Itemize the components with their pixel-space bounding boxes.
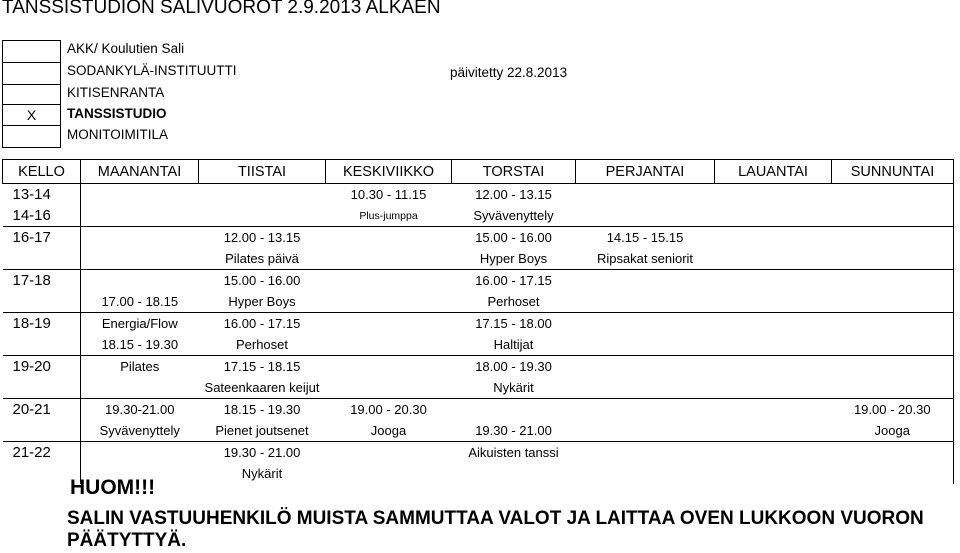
table-cell <box>199 184 326 206</box>
table-cell: Pilates <box>81 356 199 378</box>
schedule-header-row <box>3 160 954 184</box>
table-cell <box>326 463 452 484</box>
table-row <box>3 184 954 206</box>
table-cell <box>81 377 199 399</box>
page-title: TANSSISTUDION SALIVUOROT 2.9.2013 ALKAEN <box>2 0 441 18</box>
table-cell <box>715 356 832 378</box>
table-cell <box>576 377 715 399</box>
table-cell <box>326 248 452 270</box>
table-cell: Energia/Flow <box>81 313 199 335</box>
table-cell: Nykärit <box>241 466 283 481</box>
closing-notice: SALIN VASTUUHENKILÖ MUISTA SAMMUTTAA VALOT JA LAITTAA OVEN LUKKOON VUORON PÄÄTYTTYÄ. <box>67 508 924 551</box>
table-cell <box>81 442 199 464</box>
table-row <box>3 442 954 464</box>
table-cell: 15.00 - 16.00 <box>452 227 576 249</box>
table-cell <box>832 270 954 292</box>
schedule-table <box>2 159 954 484</box>
table-cell: 19.00 - 20.30 <box>326 399 452 421</box>
table-cell: 18.15 - 19.30 <box>199 399 326 421</box>
table-cell <box>576 356 715 378</box>
column-header: TORSTAI <box>452 160 576 184</box>
table-cell <box>576 420 715 442</box>
column-header: PERJANTAI <box>576 160 715 184</box>
table-cell <box>832 356 954 378</box>
time-slot <box>3 420 81 442</box>
table-cell <box>326 356 452 378</box>
time-slot: 19-20 <box>3 356 81 378</box>
location-label: MONITOIMITILA <box>67 127 169 142</box>
table-cell <box>715 442 832 464</box>
table-row <box>3 205 954 227</box>
table-cell <box>326 270 452 292</box>
table-cell <box>452 463 576 484</box>
table-cell <box>81 227 199 249</box>
time-slot: 18-19 <box>3 313 81 335</box>
table-cell <box>715 205 832 227</box>
column-header: SUNNUNTAI <box>832 160 954 184</box>
table-cell: Pilates päivä <box>225 251 299 266</box>
table-row <box>3 270 954 292</box>
table-cell <box>715 334 832 356</box>
table-row <box>3 227 954 249</box>
table-cell: Syvävenyttely <box>99 423 180 438</box>
table-cell <box>832 205 954 227</box>
time-slot <box>3 334 81 356</box>
attention-heading: HUOM!!! <box>70 476 156 499</box>
time-slot: 21-22 <box>3 442 81 464</box>
table-cell <box>832 248 954 270</box>
table-cell <box>715 227 832 249</box>
table-cell <box>81 270 199 292</box>
table-cell: 17.15 - 18.00 <box>452 313 576 335</box>
table-row <box>3 356 954 378</box>
column-header: TIISTAI <box>199 160 326 184</box>
table-cell: 12.00 - 13.15 <box>199 227 326 249</box>
table-cell <box>715 270 832 292</box>
table-cell: 14.15 - 15.15 <box>576 227 715 249</box>
table-cell: 12.00 - 13.15 <box>475 187 552 202</box>
table-cell: Nykärit <box>493 380 534 395</box>
table-cell <box>715 313 832 335</box>
table-cell <box>715 399 832 421</box>
time-slot <box>3 291 81 313</box>
table-row <box>3 248 954 270</box>
table-cell <box>576 399 715 421</box>
table-row <box>3 377 954 399</box>
table-cell <box>576 442 715 464</box>
table-cell: Pienet joutsenet <box>215 423 309 438</box>
time-slot: 17-18 <box>3 270 81 292</box>
table-cell <box>326 334 452 356</box>
table-cell <box>576 205 715 227</box>
column-header: KELLO <box>3 160 81 184</box>
table-cell <box>576 184 715 206</box>
table-cell: Syvävenyttely <box>473 208 554 223</box>
table-cell <box>326 291 452 313</box>
table-cell <box>715 184 832 206</box>
table-cell: Perhoset <box>235 337 289 352</box>
table-cell <box>326 313 452 335</box>
table-cell: 18.15 - 19.30 <box>101 337 179 352</box>
table-cell: 16.00 - 17.15 <box>199 313 326 335</box>
table-cell <box>326 442 452 464</box>
table-cell <box>576 291 715 313</box>
table-cell: 17.00 - 18.15 <box>101 294 179 309</box>
table-cell <box>576 270 715 292</box>
table-row <box>3 291 954 313</box>
table-cell: 19.30 - 21.00 <box>475 423 552 438</box>
location-label: AKK/ Koulutien Sali <box>67 41 185 56</box>
time-slot: 14-16 <box>3 205 81 227</box>
time-slot: 16-17 <box>3 227 81 249</box>
table-cell: Sateenkaaren keijut <box>204 380 320 395</box>
time-slot <box>3 248 81 270</box>
table-cell <box>576 463 715 484</box>
table-cell <box>326 227 452 249</box>
table-cell: 19.00 - 20.30 <box>832 399 954 421</box>
location-label: TANSSISTUDIO <box>67 106 167 121</box>
table-cell <box>832 184 954 206</box>
table-cell <box>326 377 452 399</box>
location-checkbox[interactable] <box>2 125 61 148</box>
table-cell <box>832 227 954 249</box>
table-cell <box>832 291 954 313</box>
table-row <box>3 313 954 335</box>
updated-date: päivitetty 22.8.2013 <box>450 65 568 80</box>
column-header: LAUANTAI <box>715 160 832 184</box>
table-cell <box>576 313 715 335</box>
table-cell: Jooga <box>832 420 954 442</box>
table-cell <box>81 248 199 270</box>
table-cell: Haltijat <box>493 337 534 352</box>
table-cell <box>715 291 832 313</box>
table-cell <box>832 442 954 464</box>
table-cell <box>576 334 715 356</box>
table-cell: 19.30 - 21.00 <box>199 442 326 464</box>
location-checkbox[interactable] <box>2 40 61 63</box>
table-cell <box>81 205 199 227</box>
table-cell <box>715 420 832 442</box>
time-slot <box>3 377 81 399</box>
table-cell: 19.30-21.00 <box>81 399 199 421</box>
table-cell: 15.00 - 16.00 <box>199 270 326 292</box>
table-row <box>3 420 954 442</box>
table-cell: Hyper Boys <box>228 294 296 309</box>
table-cell: 16.00 - 17.15 <box>452 270 576 292</box>
table-row <box>3 399 954 421</box>
column-header: MAANANTAI <box>81 160 199 184</box>
table-cell: Hyper Boys <box>479 251 548 266</box>
table-cell <box>715 248 832 270</box>
location-checkbox[interactable] <box>2 62 61 85</box>
table-cell: 17.15 - 18.15 <box>199 356 326 378</box>
table-cell <box>715 463 832 484</box>
table-cell <box>715 377 832 399</box>
table-cell: Perhoset <box>487 294 540 309</box>
table-cell <box>832 377 954 399</box>
table-cell <box>832 334 954 356</box>
table-cell: 18.00 - 19.30 <box>452 356 576 378</box>
table-cell: Jooga <box>370 423 407 438</box>
location-label: SODANKYLÄ-INSTITUUTTI <box>67 63 237 78</box>
location-checkbox[interactable]: X <box>2 104 61 127</box>
table-cell: Aikuisten tanssi <box>452 442 576 464</box>
table-cell: Plus-jumppa <box>359 209 418 222</box>
column-header: KESKIVIIKKO <box>326 160 452 184</box>
time-slot <box>3 463 81 484</box>
time-slot: 20-21 <box>3 399 81 421</box>
table-cell <box>199 205 326 227</box>
table-cell <box>832 313 954 335</box>
table-cell <box>832 463 954 484</box>
time-slot: 13-14 <box>3 184 81 206</box>
table-cell <box>452 399 576 421</box>
table-cell <box>81 184 199 206</box>
table-row <box>3 334 954 356</box>
table-cell: 10.30 - 11.15 <box>350 187 427 202</box>
table-cell: Ripsakat seniorit <box>596 251 694 266</box>
location-label: KITISENRANTA <box>67 85 165 100</box>
